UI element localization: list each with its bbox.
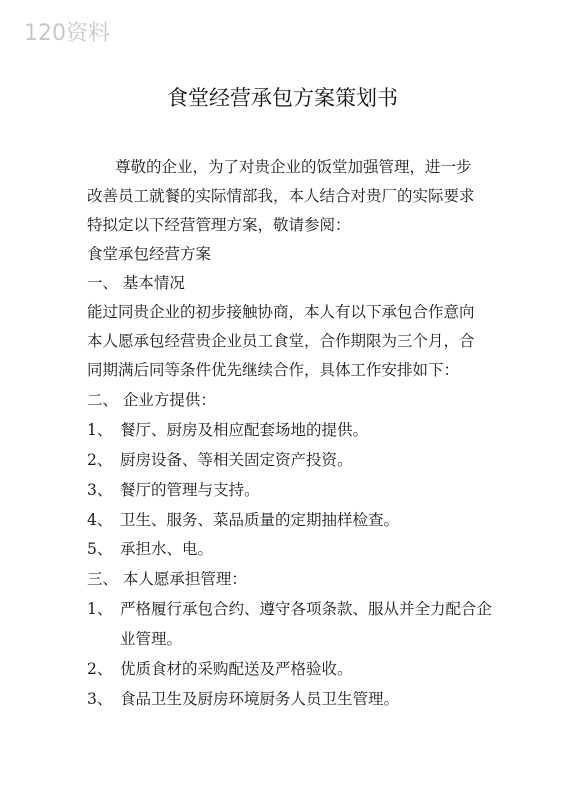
list-item-number: 3、: [87, 690, 113, 708]
list-item: 严格履行承包合约、遵守各项条款、服从并全力配合企: [120, 600, 493, 618]
section-2-heading: 二、 企业方提供：: [87, 391, 216, 409]
intro-line-2: 改善员工就餐的实际情部我，本人结合对贵厂的实际要求: [87, 187, 475, 205]
list-item: 餐厅的管理与支持。: [120, 481, 260, 499]
section-1-line-1: 能过同贵企业的初步接触协商，本人有以下承包合作意向: [87, 303, 475, 321]
list-item-number: 5、: [87, 540, 113, 558]
list-item-number: 1、: [87, 421, 113, 439]
section-1-line-2: 本人愿承包经营贵企业员工食堂，合作期限为三个月，合: [87, 332, 475, 350]
plan-title: 食堂承包经营方案: [87, 245, 212, 263]
list-item: 食品卫生及厨房环境厨务人员卫生管理。: [120, 690, 400, 708]
list-item-number: 2、: [87, 660, 113, 678]
list-item-number: 1、: [87, 600, 113, 618]
list-item-number: 2、: [87, 451, 113, 469]
watermark-logo: 120资料: [24, 21, 110, 46]
list-item: 优质食材的采购配送及严格验收。: [120, 660, 353, 678]
section-1-line-3: 同期满后同等条件优先继续合作，具体工作安排如下：: [87, 361, 460, 379]
section-1-heading: 一、 基本情况: [87, 274, 185, 292]
list-item: 承担水、电。: [120, 540, 214, 558]
list-item-number: 3、: [87, 481, 113, 499]
list-item: 卫生、服务、菜品质量的定期抽样检查。: [120, 511, 400, 529]
list-item-continuation: 业管理。: [120, 630, 183, 648]
intro-line-3: 特拟定以下经营管理方案，敬请参阅：: [87, 216, 351, 234]
intro-line-1: 尊敬的企业，为了对贵企业的饭堂加强管理，进一步: [115, 158, 472, 176]
list-item: 厨房设备、等相关固定资产投资。: [120, 451, 353, 469]
list-item: 餐厅、厨房及相应配套场地的提供。: [120, 421, 369, 439]
list-item-number: 4、: [87, 511, 113, 529]
document-title: 食堂经营承包方案策划书: [167, 86, 398, 110]
section-3-heading: 三、 本人愿承担管理：: [87, 570, 247, 588]
